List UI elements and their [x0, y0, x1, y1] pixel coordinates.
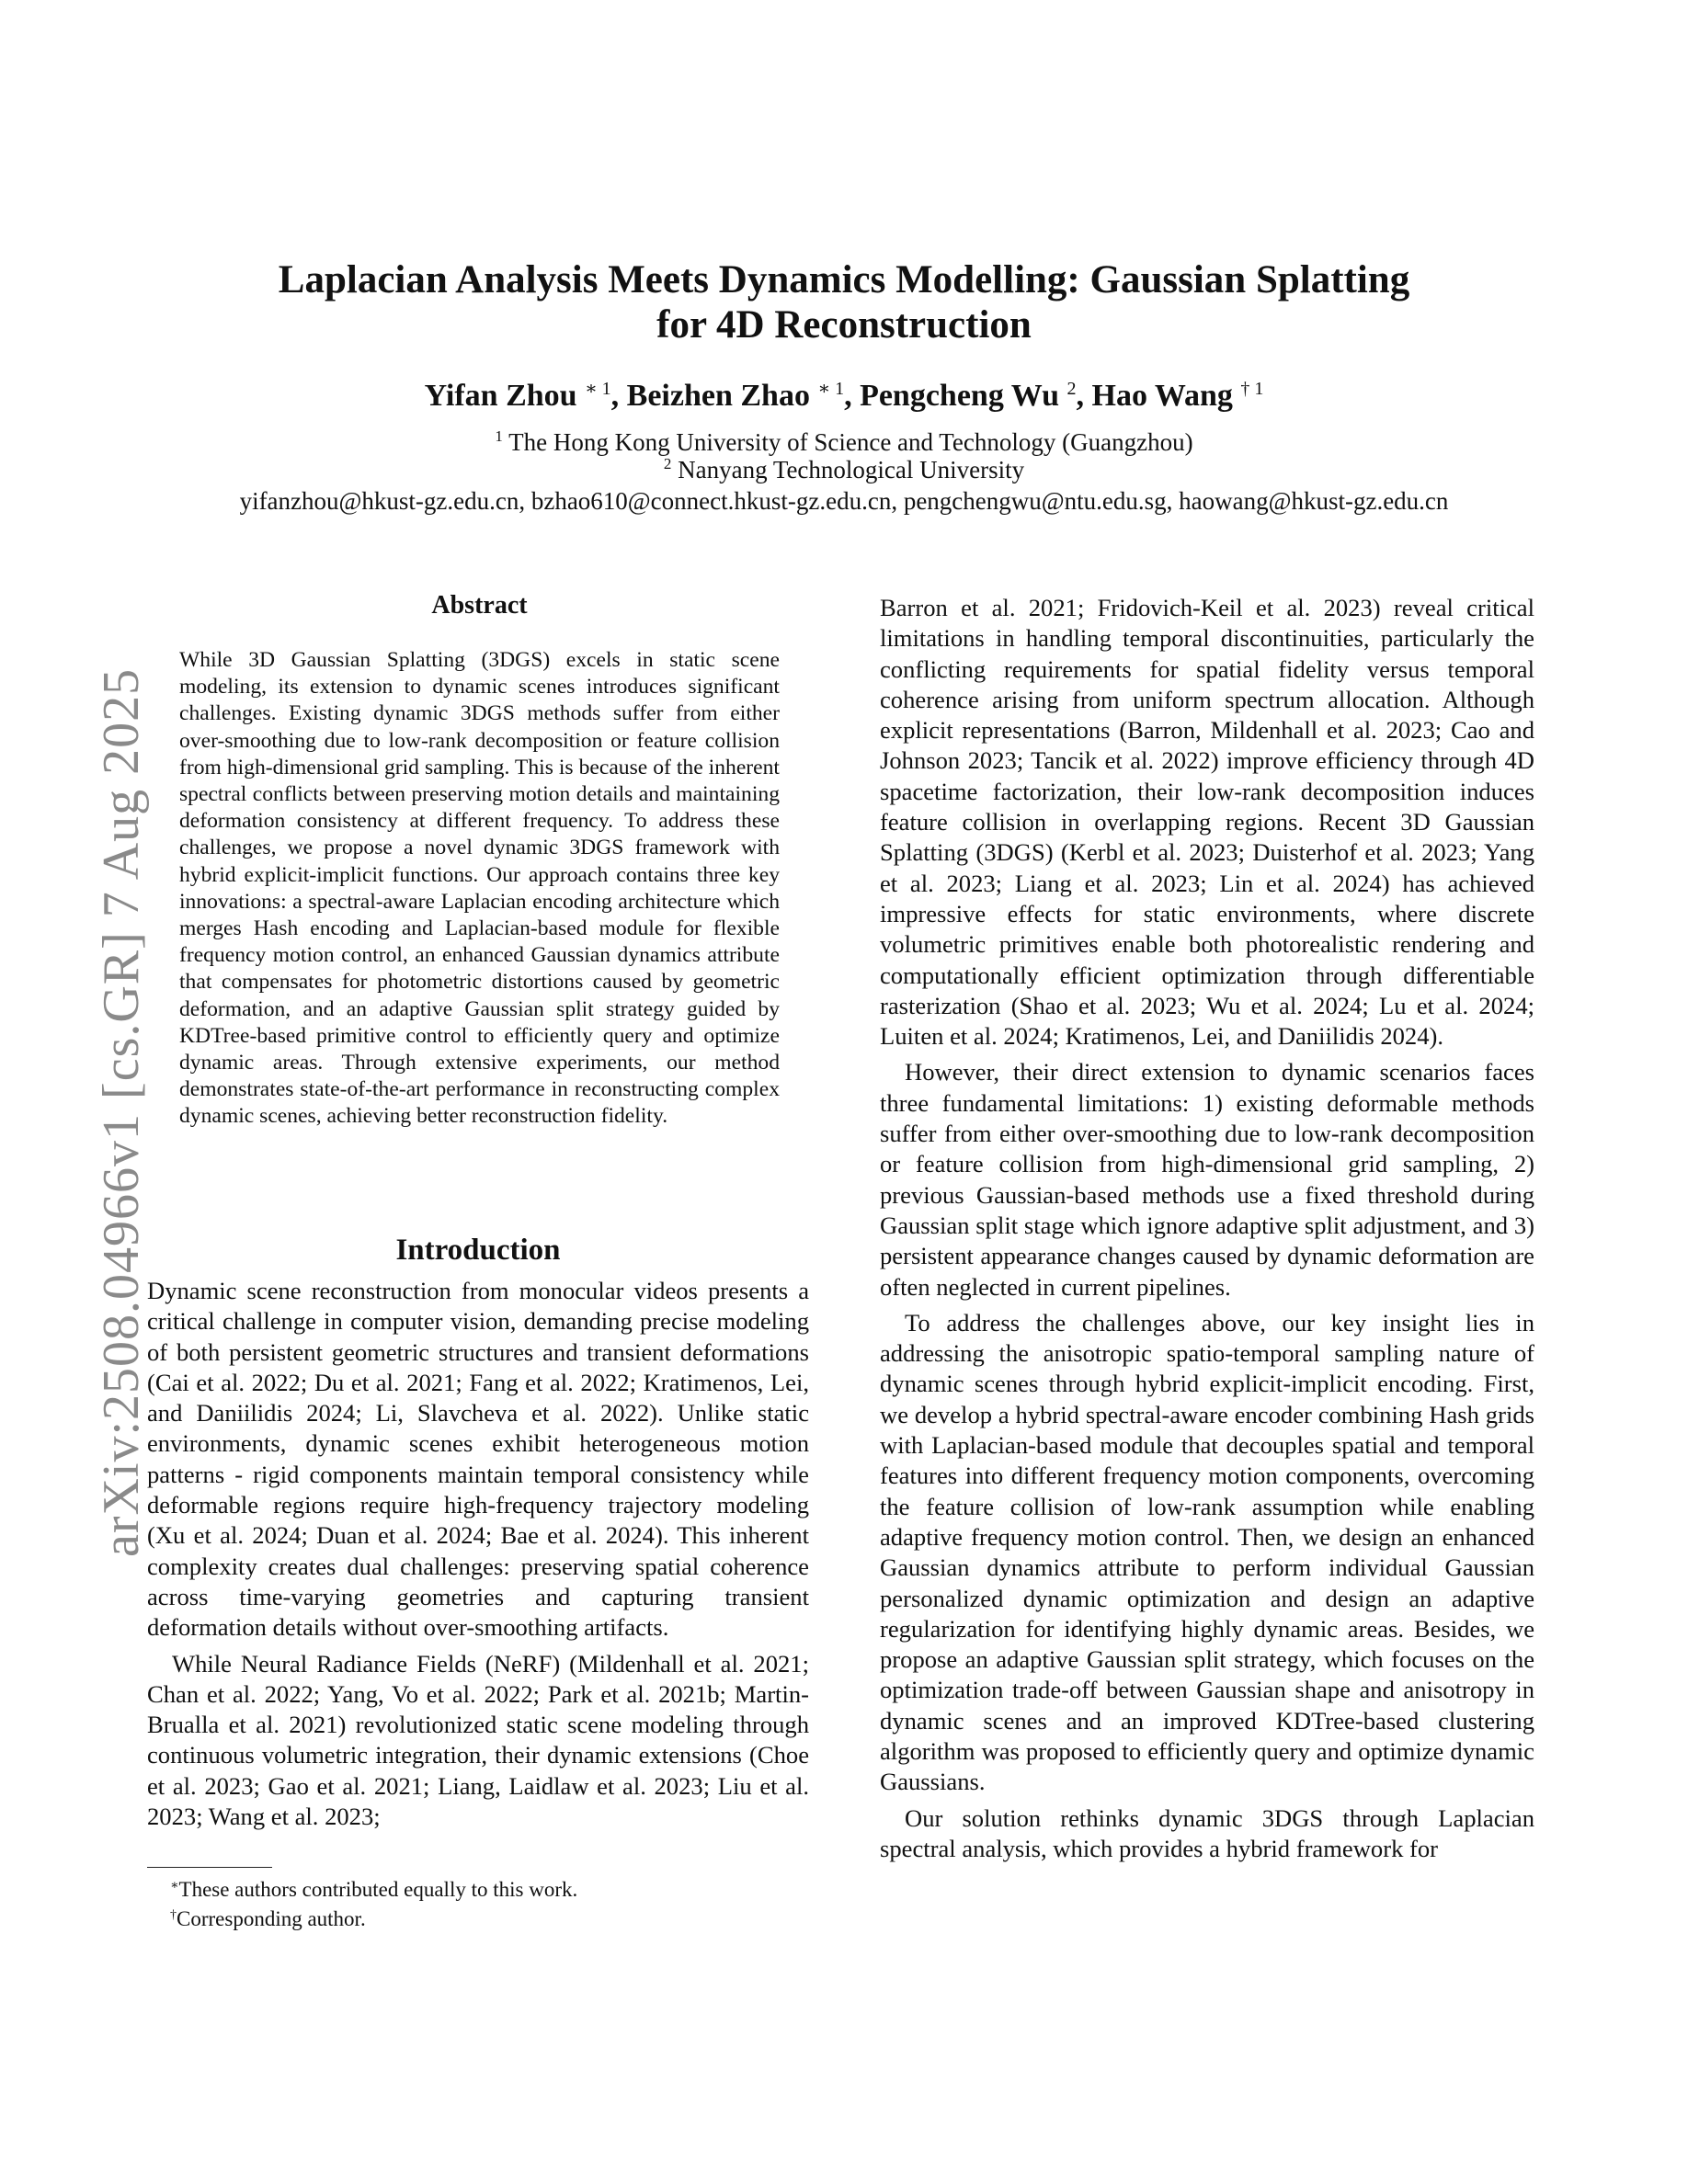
footnote-mark: ∗	[170, 1879, 179, 1893]
author-name: Yifan Zhou	[424, 379, 577, 413]
author-marks: 2	[1066, 379, 1077, 399]
author-marks: † 1	[1240, 379, 1264, 399]
footnote-text: These authors contributed equally to this work.	[178, 1878, 578, 1901]
paper-title	[184, 257, 1504, 347]
affiliation-text: Nanyang Technological University	[678, 456, 1025, 483]
affiliation-text: The Hong Kong University of Science and Technology (Guangzhou)	[508, 428, 1193, 456]
introduction-paragraph-2: While Neural Radiance Fields (NeRF) (Mildenhall et al. 2021; Chan et al. 2022; Yang, Vo et al. 2022; Park et al. 2021b; Martin-Brualla et al. 2021) revolutionized static scene modeling through continuous volumetric integration, their dynamic extensions (Choe et al. 2023; Gao et al. 2021; Liang, Laidlaw et al. 2023; Liu et al. 2023; Wang et al. 2023;	[147, 1649, 809, 1831]
author-emails: yifanzhou@hkust-gz.edu.cn, bzhao610@connect.hkust-gz.edu.cn, pengchengwu@ntu.edu.sg, haowang@hkust-gz.edu.cn	[239, 487, 1449, 515]
author-marks: ∗ 1	[585, 379, 611, 399]
paper-title-line-1: Laplacian Analysis Meets Dynamics Modelling: Gaussian Splatting	[278, 258, 1410, 301]
affiliation-number: 2	[663, 455, 672, 472]
right-column	[880, 593, 1534, 1864]
author-list: Yifan Zhou $^{∗ 1}$, Beizhen Zhao $^{∗ 1}$, Pengcheng Wu $^2$, Hao Wang $^{\dagger 1}$	[424, 379, 1264, 413]
right-paragraph-2: However, their direct extension to dynamic scenarios faces three fundamental limitations: 1) existing deformable methods suffer from either over-smoothing due to low-rank decomposition or feature collision from high-dimensional grid sampling, 2) previous Gaussian-based methods use a fixed threshold during Gaussian split stage which ignore adaptive split adjustment, and 3) persistent appearance changes caused by dynamic deformation are often neglected in current pipelines.	[880, 1058, 1534, 1301]
introduction-section	[147, 1232, 809, 1832]
arxiv-stamp: arXiv:2508.04966v1 [cs.GR] 7 Aug 2025	[93, 667, 150, 1557]
footnote-1	[170, 1875, 577, 1905]
author-name: Beizhen Zhao	[626, 379, 810, 413]
right-paragraph-1: Barron et al. 2021; Fridovich-Keil et al. 2023) reveal critical limitations in handling temporal discontinuities, particularly the conflicting requirements for spatial fidelity versus temporal coherence arising from uniform spectrum allocation. Although explicit representations (Barron, Mildenhall et al. 2023; Cao and Johnson 2023; Tancik et al. 2022) improve efficiency through 4D spacetime factorization, their low-rank decomposition induces feature collision in overlapping regions. Recent 3D Gaussian Splatting (3DGS) (Kerbl et al. 2023; Duisterhof et al. 2023; Yang et al. 2023; Liang et al. 2023; Lin et al. 2024) has achieved impressive effects for static environments, where discrete volumetric primitives enable both photorealistic rendering and computationally efficient optimization through differentiable rasterization (Shao et al. 2023; Wu et al. 2024; Lu et al. 2024; Luiten et al. 2024; Kratimenos, Lei, and Daniilidis 2024).	[880, 594, 1534, 1051]
affiliation-1	[138, 428, 1550, 456]
introduction-paragraph-1: Dynamic scene reconstruction from monocular videos presents a critical challenge in computer vision, demanding precise modeling of both persistent geometric structures and transient deformations (Cai et al. 2022; Du et al. 2021; Fang et al. 2022; Kratimenos, Lei, and Daniilidis 2024; Li, Slavcheva et al. 2022). Unlike static environments, dynamic scenes exhibit heterogeneous motion patterns - rigid components maintain temporal consistency while deformable regions require high-frequency trajectory modeling (Xu et al. 2024; Duan et al. 2024; Bae et al. 2024). This inherent complexity creates dual challenges: preserving spatial coherence across time-varying geometries and capturing transient deformation details without over-smoothing artifacts.	[147, 1277, 809, 1642]
affiliation-2	[138, 456, 1550, 483]
right-paragraph-4: Our solution rethinks dynamic 3DGS through Laplacian spectral analysis, which provides a hybrid framework for	[880, 1803, 1534, 1862]
footnotes	[170, 1875, 577, 1934]
introduction-heading: Introduction	[395, 1234, 561, 1267]
author-name: Pengcheng Wu	[860, 379, 1060, 413]
affiliation-number: 1	[495, 427, 503, 445]
abstract-text: While 3D Gaussian Splatting (3DGS) excels in static scene modeling, its extension to dynamic scenes introduces significant challenges. Existing dynamic 3DGS methods suffer from either over-smoothing due to low-rank decomposition or feature collision from high-dimensional grid sampling. This is because of the inherent spectral conflicts between preserving motion details and maintaining deformation consistency at different frequency. To address these challenges, we propose a novel dynamic 3DGS framework with hybrid explicit-implicit functions. Our approach contains three key innovations: a spectral-aware Laplacian encoding architecture which merges Hash encoding and Laplacian-based module for flexible frequency motion control, an enhanced Gaussian dynamics attribute that compensates for photometric distortions caused by geometric deformation, and an adaptive Gaussian split strategy guided by KDTree-based primitive control to efficiently query and optimize dynamic areas. Through extensive experiments, our method demonstrates state-of-the-art performance in reconstructing complex dynamic scenes, achieving better reconstruction fidelity.	[179, 648, 780, 1129]
footnote-2	[170, 1905, 577, 1934]
footnote-text: Corresponding author.	[177, 1907, 366, 1930]
author-marks: ∗ 1	[817, 379, 845, 399]
right-paragraph-3: To address the challenges above, our key insight lies in addressing the anisotropic spatio-temporal sampling nature of dynamic scenes through hybrid explicit-implicit encoding. First, we develop a hybrid spectral-aware encoder combining Hash grids with Laplacian-based module that decouples spatial and temporal features into different frequency motion components, overcoming the feature collision of low-rank assumption while enabling adaptive frequency motion control. Then, we design an enhanced Gaussian dynamics attribute to perform individual Gaussian personalized dynamic optimization and design an adaptive regularization for identifying highly dynamic areas. Besides, we propose an adaptive Gaussian split strategy, which focuses on the optimization trade-off between Gaussian shape and anisotropy in dynamic scenes and an improved KDTree-based clustering algorithm was proposed to efficiently query and optimize dynamic Gaussians.	[880, 1308, 1534, 1796]
footnote-rule	[147, 1867, 272, 1868]
abstract-section	[179, 590, 780, 1131]
paper-title-line-2: for 4D Reconstruction	[656, 303, 1032, 347]
author-name: Hao Wang	[1091, 379, 1233, 413]
footnote-mark: †	[170, 1908, 177, 1922]
abstract-heading: Abstract	[431, 591, 528, 620]
